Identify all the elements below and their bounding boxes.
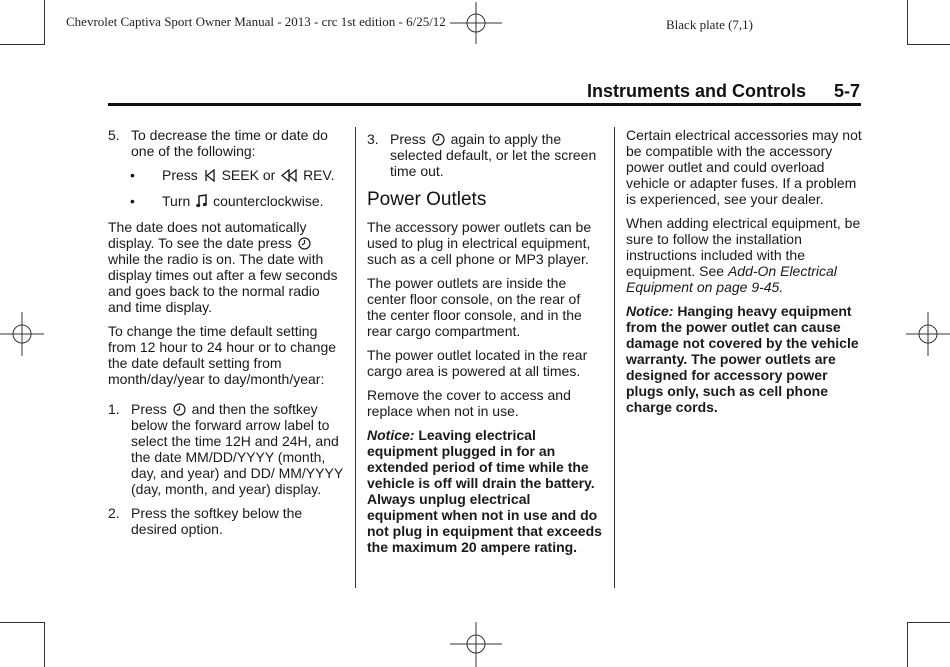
- crop-mark: [44, 622, 45, 667]
- step-number: 2.: [108, 505, 120, 521]
- cross-reference-link[interactable]: Add-On Electrical Equipment on page 9-45.: [626, 263, 837, 295]
- registration-target-icon: [906, 312, 950, 356]
- crop-mark: [44, 0, 45, 45]
- crop-mark: [0, 44, 45, 45]
- notice-label: Notice:: [626, 303, 674, 319]
- bullet-text-end: REV.: [303, 167, 335, 183]
- column-2: [367, 127, 603, 563]
- bullet-text-mid: SEEK or: [221, 167, 276, 183]
- seek-down-icon: [204, 169, 216, 182]
- step-5: [108, 127, 344, 159]
- column-divider: [355, 127, 356, 588]
- paragraph: The power outlets are inside the center floor console, on the rear of the center floor console, and in the rear cargo compartment.: [367, 275, 582, 339]
- notice-text: Leaving electrical equipment plugged in for an extended period of time while the vehicle is off will drain the battery. Always unplug electrical equipment when not in use and do not plug in equipment that exceeds the maximum 20 ampere rating.: [367, 427, 602, 555]
- step-text-post: again to apply the selected default, or let the screen time out.: [390, 131, 597, 179]
- clock-icon: [432, 133, 445, 146]
- bullet-dot: •: [130, 193, 135, 209]
- power-outlets-heading: Power Outlets: [367, 189, 487, 210]
- plate-label: Black plate (7,1): [666, 17, 753, 32]
- notice: [367, 427, 603, 555]
- crop-mark: [907, 622, 908, 667]
- step-2: [108, 505, 344, 537]
- registration-target-icon: [450, 2, 502, 44]
- bullet-dot: •: [130, 167, 135, 183]
- notice-label: Notice:: [367, 427, 415, 443]
- registration-target-icon: [0, 312, 44, 356]
- paragraph-text: while the radio is on. The date with display times out after a few seconds and goes back to the normal radio and time display.: [108, 251, 338, 315]
- section-title: Instruments and Controls: [586, 81, 806, 101]
- step-3: [367, 131, 603, 179]
- paragraph: Certain electrical accessories may not be compatible with the accessory power outlet and could overload vehicle or adapter fuses. If a problem is experienced, see your dealer.: [626, 127, 862, 207]
- crop-mark: [907, 0, 908, 45]
- paragraph: [626, 215, 862, 295]
- clock-icon: [298, 237, 311, 250]
- document-header: Chevrolet Captiva Sport Owner Manual - 2013 - crc 1st edition - 6/25/12: [66, 14, 446, 29]
- page-number: 5-7: [833, 81, 860, 101]
- bullet-text-post: counterclockwise.: [213, 193, 324, 209]
- step-text: To decrease the time or date do one of the following:: [131, 127, 328, 159]
- bullet-turn: [108, 193, 344, 209]
- crop-mark: [907, 622, 950, 623]
- clock-icon: [173, 403, 186, 416]
- paragraph-text: The date does not automatically display. To see the date press: [108, 219, 307, 251]
- paragraph: Remove the cover to access and replace when not in use.: [367, 387, 571, 419]
- step-text-post: and then the softkey below the forward arrow label to select the time 12H and 24H, and the date MM/DD/YYYY (month, day, and year) and DD/ MM/YYYY (day, month, and year) display.: [131, 401, 343, 497]
- paragraph: To change the time default setting from 12 hour to 24 hour or to change the date default setting from month/day/year to day/month/year:: [108, 323, 337, 387]
- bullet-text-pre: Press: [162, 167, 198, 183]
- crop-mark: [907, 44, 950, 45]
- step-text: Press the softkey below the desired option.: [131, 505, 303, 537]
- step-text-pre: Press: [131, 401, 167, 417]
- step-number: 5.: [108, 127, 120, 143]
- step-number: 1.: [108, 401, 120, 417]
- notice: [626, 303, 862, 415]
- notice-text: Hanging heavy equipment from the power outlet can cause damage not covered by the vehicle warranty. The power outlets are designed for accessory power plugs only, such as cell phone charge cords.: [626, 303, 859, 415]
- column-3: [626, 127, 862, 423]
- paragraph: [108, 219, 344, 315]
- crop-mark: [0, 622, 45, 623]
- step-text-pre: Press: [390, 131, 426, 147]
- step-number: 3.: [367, 131, 379, 147]
- column-divider: [614, 127, 615, 588]
- paragraph: The accessory power outlets can be used to plug in electrical equipment, such as a cell phone or MP3 player.: [367, 219, 592, 267]
- paragraph-text: When adding electrical equipment, be sure to follow the installation instructions included with the equipment. See: [626, 215, 861, 279]
- music-note-icon: [196, 194, 207, 208]
- bullet-text-pre: Turn: [162, 193, 191, 209]
- section-heading: [587, 81, 860, 102]
- bullet-seek: [108, 167, 344, 183]
- rev-icon: [281, 169, 297, 182]
- paragraph: The power outlet located in the rear cargo area is powered at all times.: [367, 347, 588, 379]
- header-rule: [108, 103, 861, 106]
- step-1: [108, 401, 344, 497]
- column-1: [108, 127, 344, 545]
- registration-target-icon: [450, 622, 502, 667]
